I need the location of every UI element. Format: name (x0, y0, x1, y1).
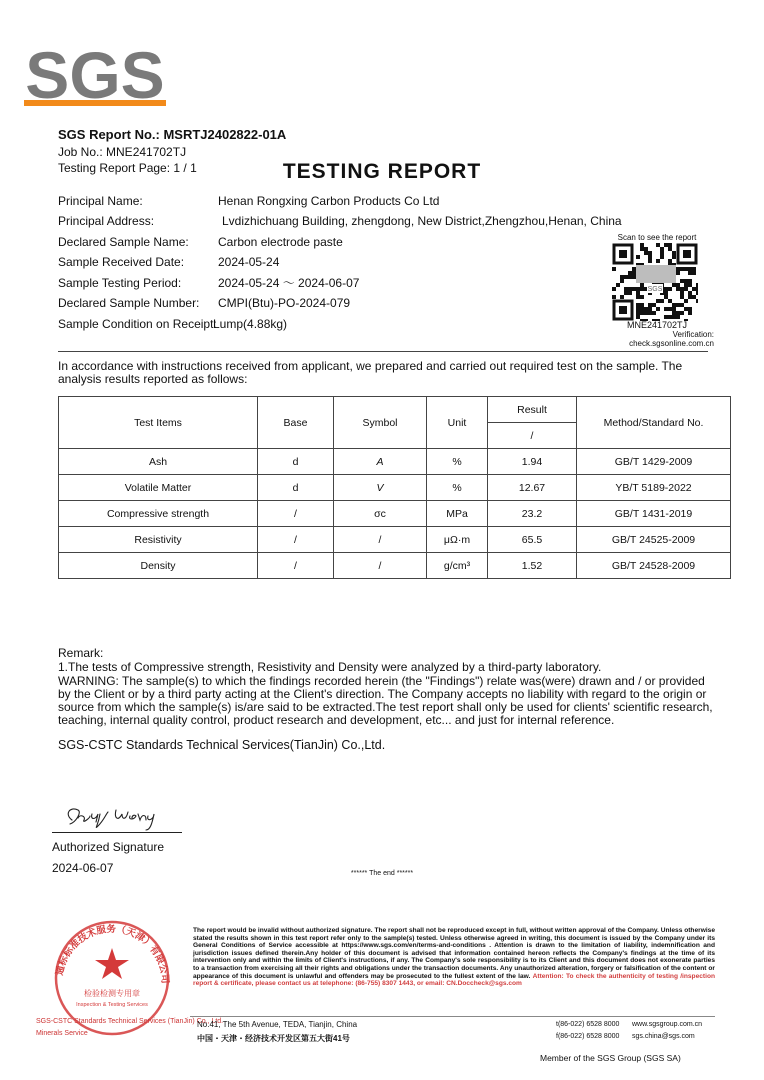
table-row (59, 527, 731, 553)
cell-symbol: / (334, 527, 427, 553)
svg-text:SGS: SGS (647, 286, 663, 293)
cell-method: GB/T 24528-2009 (577, 553, 731, 579)
cell-unit: % (427, 475, 488, 501)
cell-unit: % (427, 449, 488, 475)
cell-item: Volatile Matter (59, 475, 258, 501)
stamp-center-cn: 检验检测专用章 (84, 989, 140, 998)
footer-web[interactable]: www.sgsgroup.com.cn (632, 1021, 703, 1028)
member-text: Member of the SGS Group (SGS SA) (540, 1053, 681, 1063)
qr-verification (600, 330, 714, 348)
cell-result: 12.67 (488, 475, 577, 501)
remark-line: 1.The tests of Compressive strength, Resistivity and Density were analyzed by a third-party laboratory. (58, 660, 602, 674)
cell-item: Density (59, 553, 258, 579)
company-name: SGS-CSTC Standards Technical Services(TianJin) Co.,Ltd. (58, 738, 386, 752)
info-value: Lump(4.88kg) (213, 317, 288, 331)
report-number: SGS Report No.: MSRTJ2402822-01A (58, 127, 287, 142)
signature-line (52, 832, 182, 833)
info-label: Principal Address: (58, 214, 155, 228)
col-header-result: Result (488, 397, 577, 423)
stamp-dept-text: Minerals Service (36, 1030, 88, 1037)
cell-result: 23.2 (488, 501, 577, 527)
stamp-center-en: Inspection & Testing Services (76, 1002, 148, 1008)
cell-base: / (258, 501, 334, 527)
info-label: Declared Sample Name: (58, 235, 189, 249)
signature-label: Authorized Signature (52, 840, 165, 854)
warning-text: WARNING: The sample(s) to which the findings recorded herein (the "Findings") relate was(were) drawn and / or provided by the Client or by a third party acting at the Client's direction. The Company accepts no liability with regard to the origin or source from which the sample(s) is/are said to be extracted.The test report shall only be used for clients' scientific research, teaching, internal quality control, product research and development, etc... and just for internal reference. (58, 674, 713, 727)
job-number: Job No.: MNE241702TJ (58, 145, 187, 159)
handwritten-signature (60, 800, 170, 832)
col-header-method: Method/Standard No. (577, 397, 731, 449)
page-number: Testing Report Page: 1 / 1 (58, 161, 197, 175)
table-row (59, 475, 731, 501)
cell-method: GB/T 1431-2019 (577, 501, 731, 527)
footer-email[interactable]: sgs.china@sgs.com (632, 1033, 695, 1040)
table-row (59, 553, 731, 579)
cell-item: Ash (59, 449, 258, 475)
cell-result: 1.94 (488, 449, 577, 475)
table-row (59, 449, 731, 475)
cell-unit: MPa (427, 501, 488, 527)
legal-text: The report would be invalid without authorized signature. The report shall not be reproduced except in full, without written approval of the Company. Unless otherwise stated the results shown in this test report refer only to the sample(s) tested. Unless otherwise agreed in writing, this document is issued by the Company under its General Conditions of Service accessible at https://www.sgs.com/en/terms-and-conditions . Attention is drawn to the limitation of liability, indemnification and jurisdiction issues defined therein.Any holder of this document is advised that information contained hereon reflects the Company's findings at the time of its intervention only and within the limits of Client's instructions, if any. The Company's sole responsibility is to its Client and this document does not exonerate parties to a transaction from exercising all their rights and obligations under the transaction documents. Any unauthorized alteration, forgery or falsification of the content or appearance of this document is unlawful and offenders may be prosecuted to the fullest extent of the law. (193, 927, 715, 980)
info-label: Declared Sample Number: (58, 296, 200, 310)
footer-legal (193, 927, 715, 988)
qr-caption: Scan to see the report (617, 233, 697, 242)
intro-text: In accordance with instructions received from applicant, we prepared and carried out required test on the sample. The analysis results reported as follows: (58, 359, 683, 386)
info-label: Sample Received Date: (58, 255, 185, 269)
cell-method: YB/T 5189-2022 (577, 475, 731, 501)
authenticity-notice[interactable]: Attention: To check the authenticity of testing /inspection report & certificate, please contact us at telephone: (86-755) 8307 1443, or email: CN.Doccheck@sgs.com (193, 972, 715, 988)
address-en: No.41, The 5th Avenue, TEDA, Tianjin, China (197, 1020, 358, 1029)
table-header-row (59, 397, 731, 423)
signature-date: 2024-06-07 (52, 861, 114, 875)
stamp-arc-text: 通标标准技术服务（天津）有限公司 (54, 923, 171, 984)
cell-item: Resistivity (59, 527, 258, 553)
info-value: Carbon electrode paste (218, 235, 343, 249)
sgs-logo (24, 42, 166, 110)
info-label: Sample Condition on Receipt: (58, 317, 217, 331)
cell-result: 1.52 (488, 553, 577, 579)
info-value: 2024-05-24 (218, 255, 280, 269)
cell-symbol: A (334, 449, 427, 475)
table-row (59, 501, 731, 527)
cell-method: GB/T 1429-2009 (577, 449, 731, 475)
cell-unit: g/cm³ (427, 553, 488, 579)
info-value: Henan Rongxing Carbon Products Co Ltd (218, 194, 440, 208)
info-value: CMPI(Btu)-PO-2024-079 (218, 296, 351, 310)
footer-tel: t(86-022) 6528 8000 (556, 1021, 620, 1028)
address-cn: 中国・天津・经济技术开发区第五大街41号 (197, 1034, 350, 1043)
results-table (58, 396, 731, 579)
qr-code-icon[interactable] (612, 243, 698, 321)
remark-title: Remark: (58, 646, 104, 660)
cell-unit: μΩ·m (427, 527, 488, 553)
verification-url[interactable]: check.sgsonline.com.cn (629, 339, 714, 348)
cell-base: / (258, 553, 334, 579)
info-label: Sample Testing Period: (58, 276, 182, 290)
cell-base: / (258, 527, 334, 553)
footer-fax: f(86-022) 6528 8000 (556, 1033, 620, 1040)
divider (58, 351, 708, 352)
col-header-base: Base (258, 397, 334, 449)
info-label: Principal Name: (58, 194, 143, 208)
col-header-test-items: Test Items (59, 397, 258, 449)
cell-base: d (258, 475, 334, 501)
page-title: TESTING REPORT (282, 160, 482, 183)
col-header-result-sub: / (488, 423, 577, 449)
col-header-symbol: Symbol (334, 397, 427, 449)
cell-item: Compressive strength (59, 501, 258, 527)
qr-job-number: MNE241702TJ (626, 320, 688, 330)
cell-base: d (258, 449, 334, 475)
cell-result: 65.5 (488, 527, 577, 553)
cell-symbol: σc (334, 501, 427, 527)
logo-text: SGS (25, 42, 165, 110)
info-value: Lvdizhichuang Building, zhengdong, New District,Zhengzhou,Henan, China (222, 214, 622, 228)
end-marker: ****** The end ****** (350, 870, 414, 877)
cell-method: GB/T 24525-2009 (577, 527, 731, 553)
col-header-unit: Unit (427, 397, 488, 449)
stamp-company-text: SGS-CSTC Standards Technical Services (TianJin) Co., Ltd. (36, 1018, 224, 1025)
info-value: 2024-05-24 ～ 2024-06-07 (218, 276, 360, 290)
footer-rule (190, 1016, 715, 1017)
cell-symbol: / (334, 553, 427, 579)
cell-symbol: V (334, 475, 427, 501)
verification-label: Verification: (672, 330, 714, 339)
